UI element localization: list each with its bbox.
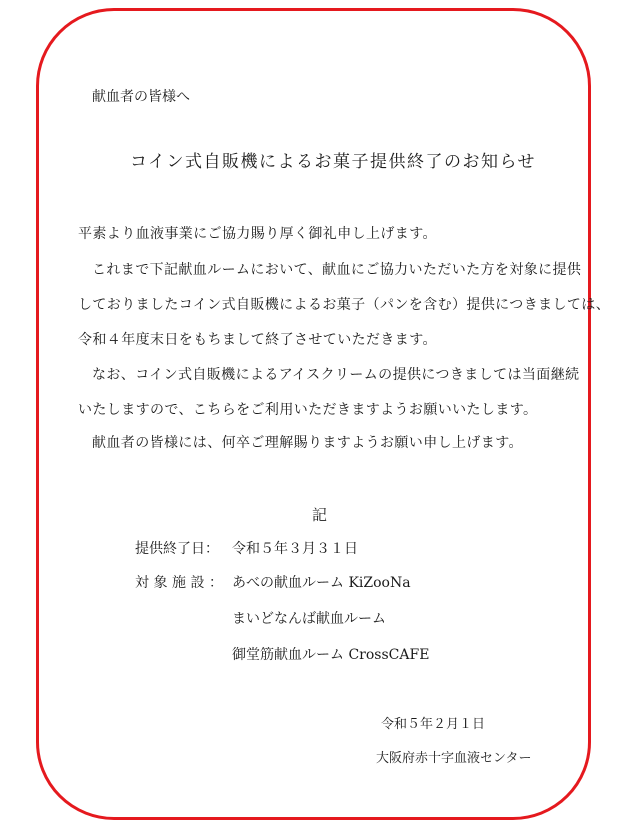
facilities-label: 対象施設：	[135, 575, 228, 591]
paragraph-line-3: しておりましたコイン式自販機によるお菓子（パンを含む）提供につきましては、	[78, 297, 611, 313]
end-date-value: 令和５年３月３１日	[232, 541, 358, 557]
salutation: 献血者の皆様へ	[92, 89, 190, 105]
paragraph-line-5: なお、コイン式自販機によるアイスクリームの提供につきましては当面継続	[92, 367, 580, 383]
issuer-name: 大阪府赤十字血液センター	[376, 751, 532, 766]
facility-item-3: 御堂筋献血ルーム CrossCAFE	[232, 647, 430, 663]
facility-item-2: まいどなんば献血ルーム	[232, 611, 386, 627]
paragraph-line-7: 献血者の皆様には、何卒ご理解賜りますようお願い申し上げます。	[92, 435, 523, 451]
facility-item-1: あべの献血ルーム KiZooNa	[232, 575, 411, 591]
ki-heading: 記	[312, 506, 328, 524]
paragraph-line-1: 平素より血液事業にご協力賜り厚く御礼申し上げます。	[78, 226, 437, 242]
paragraph-line-6: いたしますので、こちらをご利用いただきますようお願いいたします。	[78, 402, 538, 418]
end-date-label: 提供終了日：	[135, 541, 219, 557]
paragraph-line-2: これまで下記献血ルームにおいて、献血にご協力いただいた方を対象に提供	[92, 262, 582, 278]
paragraph-line-4: 令和４年度末日をもちまして終了させていただきます。	[78, 332, 437, 348]
issue-date: 令和５年２月１日	[381, 717, 486, 732]
notice-title: コイン式自販機によるお菓子提供終了のお知らせ	[130, 152, 536, 172]
